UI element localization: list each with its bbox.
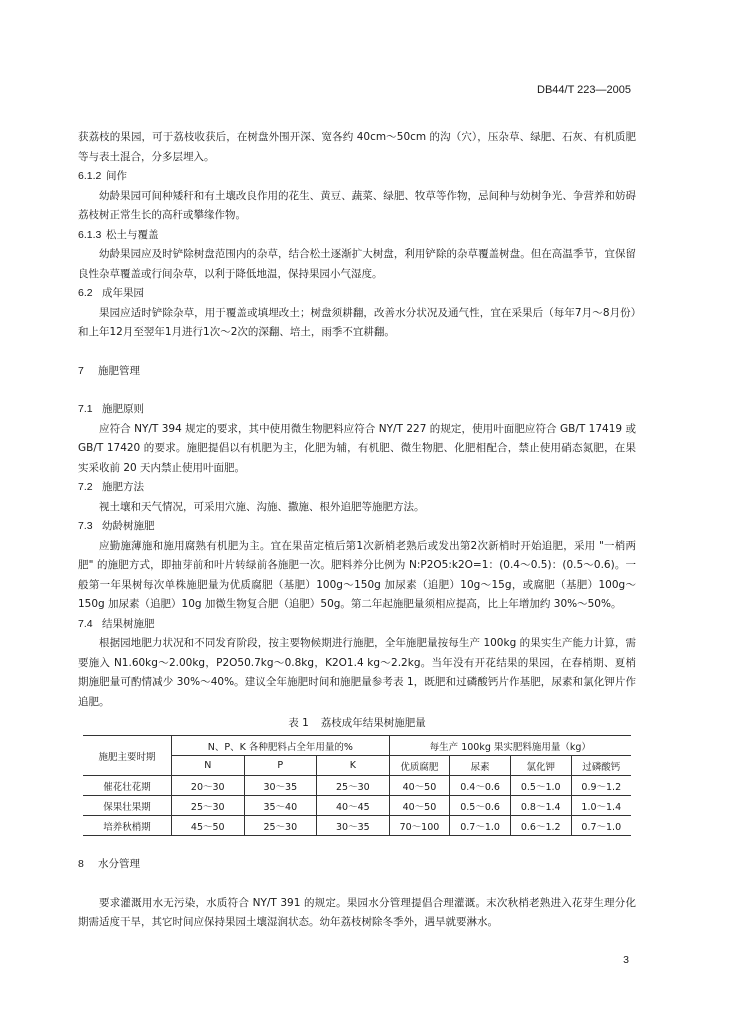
heading-6-1-2 <box>78 167 636 187</box>
table-subheader-superphosphate: 过磷酸钙 <box>571 756 631 776</box>
table-subheader-urea: 尿素 <box>450 756 511 776</box>
paragraph-mature-orchard: 果园应适时铲除杂草，用于覆盖或填埋改土；树盘须耕翻，改善水分状况及通气性，宜在采果后（每年7月～8月份）和上年12月至翌年1月进行1次～2次的深翻、培土，雨季不宜耕翻。 <box>78 306 636 338</box>
table-cell: 0.9～1.2 <box>571 776 631 796</box>
table-cell-stage: 培养秋梢期 <box>83 816 172 836</box>
table-caption-title: 荔枝成年结果树施肥量 <box>320 717 426 729</box>
table-cell: 0.5～0.6 <box>450 796 511 816</box>
table-cell: 0.5～1.0 <box>510 776 571 796</box>
paragraph-water-management: 要求灌溉用水无污染，水质符合 NY/T 391 的规定。果园水分管理提倡合理灌溉。末次秋梢老熟进入花芽生理分化期需适度干旱，其它时间应保持果园土壤湿润状态。幼年荔枝树除冬季外，遇旱就要淋水。 <box>78 896 636 928</box>
table-cell: 70～100 <box>389 816 450 836</box>
table-subheader-k: K <box>317 756 390 776</box>
section-title: 施肥方法 <box>102 481 144 493</box>
table-cell: 30～35 <box>244 776 317 796</box>
table-subheader-manure: 优质腐肥 <box>389 756 450 776</box>
section-number: 8 <box>78 858 84 870</box>
section-number: 6.1.3 <box>78 228 102 241</box>
table-cell: 0.8～1.4 <box>510 796 571 816</box>
heading-7-2 <box>78 478 636 498</box>
table-cell: 1.0～1.4 <box>571 796 631 816</box>
table-cell: 0.7～1.0 <box>450 816 511 836</box>
table-cell: 40～50 <box>389 776 450 796</box>
table-cell: 35～40 <box>244 796 317 816</box>
section-title: 幼龄树施肥 <box>102 520 155 532</box>
section-title: 水分管理 <box>98 858 140 870</box>
section-title: 间作 <box>106 170 127 182</box>
heading-7-4 <box>78 615 636 635</box>
section-title: 施肥原则 <box>102 403 144 415</box>
page-number: 3 <box>623 954 629 966</box>
table-cell: 45～50 <box>172 816 245 836</box>
table-cell: 25～30 <box>317 776 390 796</box>
section-title: 施肥管理 <box>98 364 140 377</box>
table-header-row <box>83 736 631 756</box>
section-number: 7 <box>78 364 84 377</box>
section-title: 松土与覆盖 <box>106 228 159 241</box>
table-row <box>83 816 631 836</box>
section-number: 7.4 <box>78 617 93 630</box>
section-number: 7.1 <box>78 403 93 415</box>
table-cell: 30～35 <box>317 816 390 836</box>
section-title: 结果树施肥 <box>102 617 155 630</box>
table-cell: 25～30 <box>172 796 245 816</box>
paragraph-intercropping: 幼龄果园可间种矮秆和有土壤改良作用的花生、黄豆、蔬菜、绿肥、牧草等作物，忌间种与幼树争光、争营养和妨碍荔枝树正常生长的高秆或攀缘作物。 <box>78 189 636 221</box>
table-cell: 40～50 <box>389 796 450 816</box>
table-cell: 25～30 <box>244 816 317 836</box>
section-number: 6.1.2 <box>78 170 102 182</box>
table-subheader-n: N <box>172 756 245 776</box>
table-row <box>83 796 631 816</box>
table-subheader-kcl: 氯化钾 <box>510 756 571 776</box>
document-body <box>78 128 636 933</box>
heading-6-2 <box>78 284 636 304</box>
paragraph-fruiting-tree-fertilizing: 根据园地肥力状况和不同发育阶段，按主要物候期进行施肥，全年施肥量按每生产 100kg 的果实生产能力计算，需要施入 N1.60kg～2.00kg，P2O50.7kg～0.8kg，K2O1.4 kg～2.2kg。当年没有开花结果的果园，在春梢期、夏梢期施肥量可酌情减少 30%～40%。建议全年施肥时间和施肥量参考表 1，既肥和过磷酸钙片作基肥，尿素和氯化钾片作追肥。 <box>78 637 636 708</box>
heading-6-1-3 <box>78 226 636 246</box>
table-cell-stage: 保果壮果期 <box>83 796 172 816</box>
section-number: 6.2 <box>78 287 93 299</box>
heading-7-1 <box>78 400 636 420</box>
table-row <box>83 776 631 796</box>
table-subheader-p: P <box>244 756 317 776</box>
table-caption <box>78 714 636 732</box>
paragraph-young-tree-fertilizing: 应勤施薄施和施用腐熟有机肥为主。宜在果苗定植后第1次新梢老熟后或发出第2次新梢时开始追肥，采用 "一梢两肥" 的施肥方式，即抽芽前和叶片转绿前各施肥一次。肥料养分比例为 N:P2O5:k2O=1：(0.4～0.5)：(0.5～0.6)。一般第一年果树每次单株施肥量为优质腐肥（基肥）100g～150g 加尿素（追肥）10g～15g，或腐肥（基肥）100g～150g 加尿素（追肥）10g 加微生物复合肥（追肥）50g。第二年起施肥量须相应提高，比上年增加约 30%～50%。 <box>78 539 636 610</box>
paragraph-loosening: 幼龄果园应及时铲除树盘范围内的杂草，结合松土逐渐扩大树盘，利用铲除的杂草覆盖树盘。但在高温季节，宜保留良性杂草覆盖或行间杂草，以利于降低地温，保持果园小气湿度。 <box>78 248 636 280</box>
table-cell: 0.4～0.6 <box>450 776 511 796</box>
heading-8 <box>78 855 636 875</box>
section-title: 成年果园 <box>102 287 144 299</box>
heading-7-3 <box>78 517 636 537</box>
paragraph-intro: 获荔枝的果园，可于荔枝收获后，在树盘外围开深、宽各约 40cm～50cm 的沟（穴），压杂草、绿肥、石灰、有机质肥等与表土混合，分多层埋入。 <box>78 131 636 163</box>
table-cell: 40～45 <box>317 796 390 816</box>
table-header-group-percent: N、P、K 各种肥料占全年用量的% <box>172 736 390 756</box>
table-cell: 0.6～1.2 <box>510 816 571 836</box>
standard-code: DB44/T 223—2005 <box>537 84 631 96</box>
paragraph-fertilizer-principles: 应符合 NY/T 394 规定的要求，其中使用微生物肥料应符合 NY/T 227 的规定，使用叶面肥应符合 GB/T 17419 或 GB/T 17420 的要求。施肥提倡以有机肥为主，化肥为辅，有机肥、微生物肥、化肥相配合，禁止使用硝态氮肥，在果实采收前 20 天内禁止使用叶面肥。 <box>78 422 636 474</box>
table-cell-stage: 催花壮花期 <box>83 776 172 796</box>
table-cell: 20～30 <box>172 776 245 796</box>
section-number: 7.3 <box>78 520 93 532</box>
section-number: 7.2 <box>78 481 93 493</box>
heading-7 <box>78 362 636 382</box>
fertilizer-table <box>83 735 631 836</box>
table-caption-label: 表 1 <box>288 717 309 729</box>
paragraph-fertilizer-methods: 视土壤和天气情况，可采用穴施、沟施、撒施、根外追肥等施肥方法。 <box>99 500 425 513</box>
table-cell: 0.7～1.0 <box>571 816 631 836</box>
table-header-group-amount: 每生产 100kg 果实肥料施用量（kg） <box>389 736 631 756</box>
table-header-stage: 施肥主要时期 <box>83 736 172 776</box>
